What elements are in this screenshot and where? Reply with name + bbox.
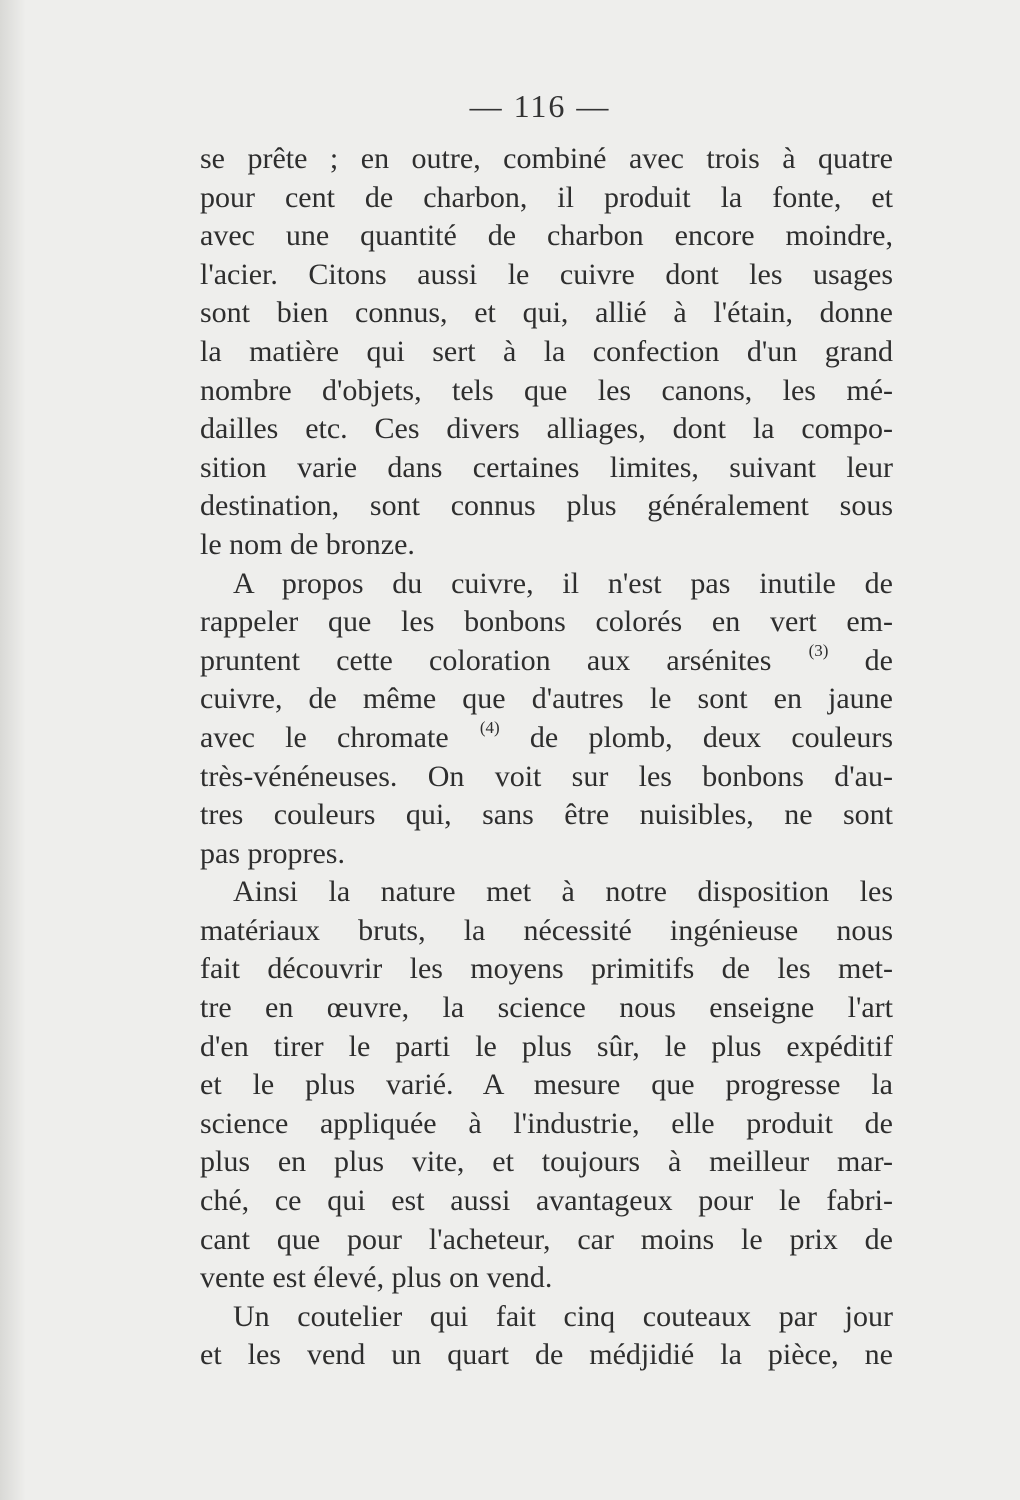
paragraph bbox=[200, 140, 893, 565]
text-line bbox=[200, 1066, 893, 1105]
text-segment: dailles etc. Ces divers alliages, dont la compo- bbox=[200, 412, 893, 446]
text-line bbox=[200, 758, 893, 797]
text-line bbox=[200, 912, 893, 951]
text-segment: avec le chromate bbox=[200, 720, 479, 754]
text-line bbox=[200, 1298, 893, 1337]
text-segment: Un coutelier qui fait cinq couteaux par jour bbox=[233, 1299, 893, 1333]
text-line bbox=[200, 410, 893, 449]
text-segment: pour cent de charbon, il produit la fonte, et bbox=[200, 180, 893, 214]
page-number: — 116 — bbox=[469, 88, 611, 124]
text-line bbox=[200, 449, 893, 488]
text-line bbox=[200, 179, 893, 218]
text-line bbox=[200, 1221, 893, 1260]
text-segment: tre en œuvre, la science nous enseigne l'art bbox=[200, 991, 893, 1025]
text-segment: rappeler que les bonbons colorés en vert em- bbox=[200, 605, 893, 639]
text-line bbox=[200, 1143, 893, 1182]
text-segment: se prête ; en outre, combiné avec trois à quatre bbox=[200, 142, 893, 175]
text-line bbox=[200, 1336, 893, 1375]
paragraph bbox=[200, 1298, 893, 1375]
page-edge-shadow bbox=[0, 0, 26, 1500]
text-line bbox=[200, 526, 893, 565]
text-segment: tres couleurs qui, sans être nuisibles, ne sont bbox=[200, 798, 893, 832]
text-segment: et les vend un quart de médjidié la pièce, ne bbox=[200, 1338, 893, 1372]
text-line bbox=[200, 642, 893, 681]
text-line bbox=[200, 217, 893, 256]
footnote-reference: (3) bbox=[808, 640, 829, 660]
text-line bbox=[200, 950, 893, 989]
text-line bbox=[200, 294, 893, 333]
text-segment: et le plus varié. A mesure que progresse la bbox=[200, 1068, 893, 1102]
text-line bbox=[200, 796, 893, 835]
text-segment: nombre d'objets, tels que les canons, les mé- bbox=[200, 373, 893, 407]
text-segment: de plomb, deux couleurs bbox=[499, 720, 893, 754]
text-line bbox=[200, 565, 893, 604]
paragraph bbox=[200, 873, 893, 1298]
text-line bbox=[200, 333, 893, 372]
text-segment: cant que pour l'acheteur, car moins le prix de bbox=[200, 1222, 893, 1256]
text-line bbox=[200, 1259, 893, 1298]
text-segment: matériaux bruts, la nécessité ingénieuse nous bbox=[200, 913, 893, 947]
paragraph bbox=[200, 565, 893, 874]
text-segment: avec une quantité de charbon encore moindre, bbox=[200, 219, 893, 253]
text-line bbox=[200, 680, 893, 719]
text-segment: très-vénéneuses. On voit sur les bonbons d'au- bbox=[200, 759, 893, 793]
text-segment: A propos du cuivre, il n'est pas inutile de bbox=[233, 566, 893, 600]
text-line bbox=[200, 1105, 893, 1144]
text-segment: l'acier. Citons aussi le cuivre dont les usages bbox=[200, 257, 893, 291]
text-segment: destination, sont connus plus généralement sous bbox=[200, 489, 893, 523]
text-segment: d'en tirer le parti le plus sûr, le plus expéditif bbox=[200, 1029, 893, 1063]
text-segment: de bbox=[828, 643, 893, 677]
text-segment: sont bien connus, et qui, allié à l'étain, donne bbox=[200, 296, 893, 330]
text-segment: cuivre, de même que d'autres le sont en jaune bbox=[200, 682, 893, 716]
text-segment: plus en plus vite, et toujours à meilleur mar- bbox=[200, 1145, 893, 1179]
text-segment: science appliquée à l'industrie, elle produit de bbox=[200, 1106, 893, 1140]
text-segment: sition varie dans certaines limites, suivant leur bbox=[200, 450, 893, 484]
text-segment: la matière qui sert à la confection d'un grand bbox=[200, 334, 893, 368]
text-segment: pruntent cette coloration aux arsénites bbox=[200, 643, 808, 677]
text-line bbox=[200, 487, 893, 526]
text-line bbox=[200, 603, 893, 642]
text-line bbox=[200, 256, 893, 295]
text-segment: Ainsi la nature met à notre disposition les bbox=[233, 875, 893, 909]
text-line bbox=[200, 719, 893, 758]
text-line bbox=[200, 835, 893, 874]
text-segment: pas propres. bbox=[200, 836, 345, 870]
text-segment: le nom de bronze. bbox=[200, 527, 415, 561]
text-line bbox=[200, 989, 893, 1028]
text-line bbox=[200, 372, 893, 411]
footnote-reference: (4) bbox=[479, 717, 500, 737]
text-segment: ché, ce qui est aussi avantageux pour le fabri- bbox=[200, 1184, 893, 1218]
text-segment: vente est élevé, plus on vend. bbox=[200, 1261, 553, 1295]
body-text bbox=[200, 140, 893, 1375]
text-segment: fait découvrir les moyens primitifs de les met- bbox=[200, 952, 893, 986]
text-line bbox=[200, 1182, 893, 1221]
text-line bbox=[200, 140, 893, 179]
text-line bbox=[200, 873, 893, 912]
text-line bbox=[200, 1028, 893, 1067]
